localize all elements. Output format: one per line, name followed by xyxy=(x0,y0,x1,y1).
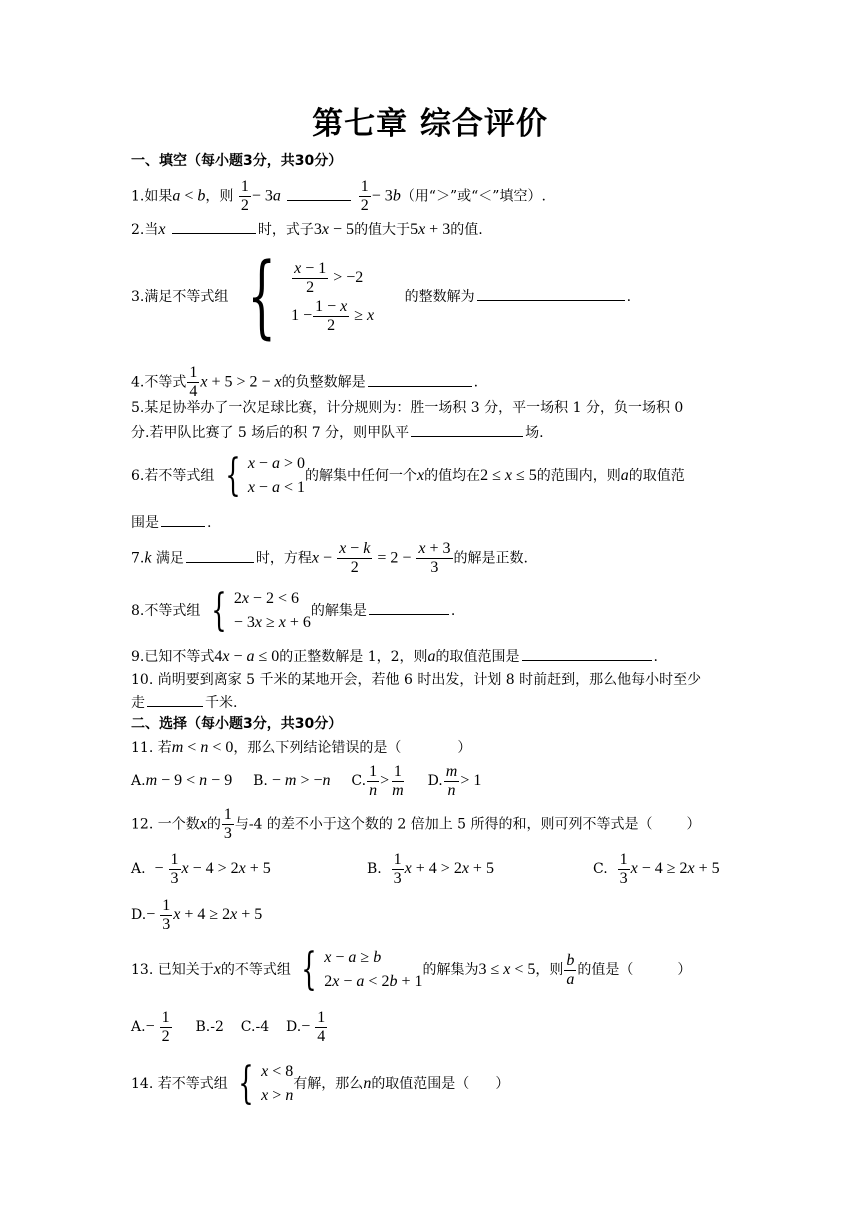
question-1: 1.如果a < b，则 $\frac{1}{2}$ − 3a $\frac{1}{2}$ − 3b（用“＞”或“＜”填空）. xyxy=(131,178,546,214)
answer-blank[interactable] xyxy=(369,600,449,615)
question-13: 13. 已知关于x的不等式组 { x − a ≥ b 2 x − a < 2 b + 1 的解集为3 ≤ x < 5，则 $\frac{b}{a}$ 的值是（ ） xyxy=(131,944,692,995)
answer-blank[interactable] xyxy=(411,422,523,437)
question-11: 11. 若m < n < 0，那么下列结论错误的是（ ） xyxy=(131,739,472,756)
question-5-line-2: 分.若甲队比赛了 5 场后的积 7 分，则甲队平 场. xyxy=(131,422,544,443)
question-5-line-1: 5.某足协举办了一次足球比赛，计分规则为：胜一场积 3 分，平一场积 1 分，负一场积 0 xyxy=(131,400,684,416)
answer-blank[interactable] xyxy=(186,548,254,563)
option-a[interactable]: A.m − 9 < n − 9 xyxy=(131,772,233,789)
question-3: 3.满足不等式组 { x − 1 2 > −2 1 − 1 − x 2 ≥ x 的整数解为 . xyxy=(131,244,632,349)
question-9: 9.已知不等式4x − a ≤ 0的正整数解是 1，2，则a的取值范围是 . xyxy=(131,648,658,665)
answer-blank[interactable] xyxy=(522,646,652,661)
question-11-options xyxy=(131,762,481,800)
answer-blank[interactable] xyxy=(147,692,203,707)
question-13-options xyxy=(131,1008,328,1046)
answer-blank[interactable] xyxy=(368,372,472,387)
question-4: 4.不等式 $\frac{1}{4}$ x + 5 > 2 − x的负整数解是 . xyxy=(131,364,479,400)
question-12: 12. 一个数x的 $\frac{1}{3}$ 与-4 的差不小于这个数的 2 倍加上 5 所得的和，则可列不等式是（ ） xyxy=(131,806,701,842)
option-c[interactable]: C. $\frac{1}{n}$ > $\frac{1}{m}$ xyxy=(351,762,404,799)
option-a[interactable]: A.− $\frac{1}{2}$ xyxy=(131,1008,170,1045)
answer-blank[interactable] xyxy=(172,219,256,234)
section-choice-heading: 二、选择（每小题3分，共30分） xyxy=(131,716,343,732)
page-title: 第七章 综合评价 xyxy=(312,106,548,142)
option-b[interactable]: B. − m > −n xyxy=(253,772,331,789)
question-10-line-2: 走 千米. xyxy=(131,692,237,713)
answer-blank[interactable] xyxy=(287,186,351,201)
question-12-options-row-2 xyxy=(131,896,262,934)
question-14: 14. 若不等式组 { x < 8 x > n 有解，那么n的取值范围是（ ） xyxy=(131,1058,510,1109)
question-12-options-row-1 xyxy=(131,850,720,888)
section-fill-blank-heading: 一、填空（每小题3分，共30分） xyxy=(131,153,343,169)
option-c[interactable]: C.-4 xyxy=(240,1019,270,1035)
question-6-line-2: 围是 . xyxy=(131,512,211,533)
question-6: 6.若不等式组 { x − a > 0 x − a < 1 的解集中任何一个x的值均在2 ≤ x ≤ 5的范围内，则a的取值范 xyxy=(131,450,685,501)
question-8: 8.不等式组 { 2 x − 2 < 6 − 3 x ≥ x + 6 的解集是 . xyxy=(131,585,456,636)
question-10-line-1: 10. 尚明要到离家 5 千米的某地开会，若他 6 时出发，计划 8 时前赶到，那么他每小时至少 xyxy=(131,672,702,688)
question-2: 2.当x 时，式子3x − 5的值大于5x + 3的值. xyxy=(131,221,483,238)
question-7: 7.k 满足 时，方程x − $\frac{x - k}{2}$ = 2 − $\frac{x + 3}{3}$ 的解是正数. xyxy=(131,540,528,576)
option-b[interactable]: B. $\frac{1}{3}$ x + 4 > 2x + 5 xyxy=(367,850,494,887)
option-b[interactable]: B.-2 xyxy=(195,1019,224,1035)
option-d[interactable]: D.− $\frac{1}{4}$ xyxy=(286,1008,326,1045)
answer-blank[interactable] xyxy=(161,512,205,527)
option-c[interactable]: C. $\frac{1}{3}$ x − 4 ≥ 2x + 5 xyxy=(593,850,720,887)
option-d[interactable]: D.− $\frac{1}{3}$ x + 4 ≥ 2x + 5 xyxy=(131,896,263,933)
option-d[interactable]: D. $\frac{m}{n}$ > 1 xyxy=(427,762,482,799)
option-a[interactable]: A. − $\frac{1}{3}$ x − 4 > 2x + 5 xyxy=(131,850,271,887)
answer-blank[interactable] xyxy=(477,286,625,301)
